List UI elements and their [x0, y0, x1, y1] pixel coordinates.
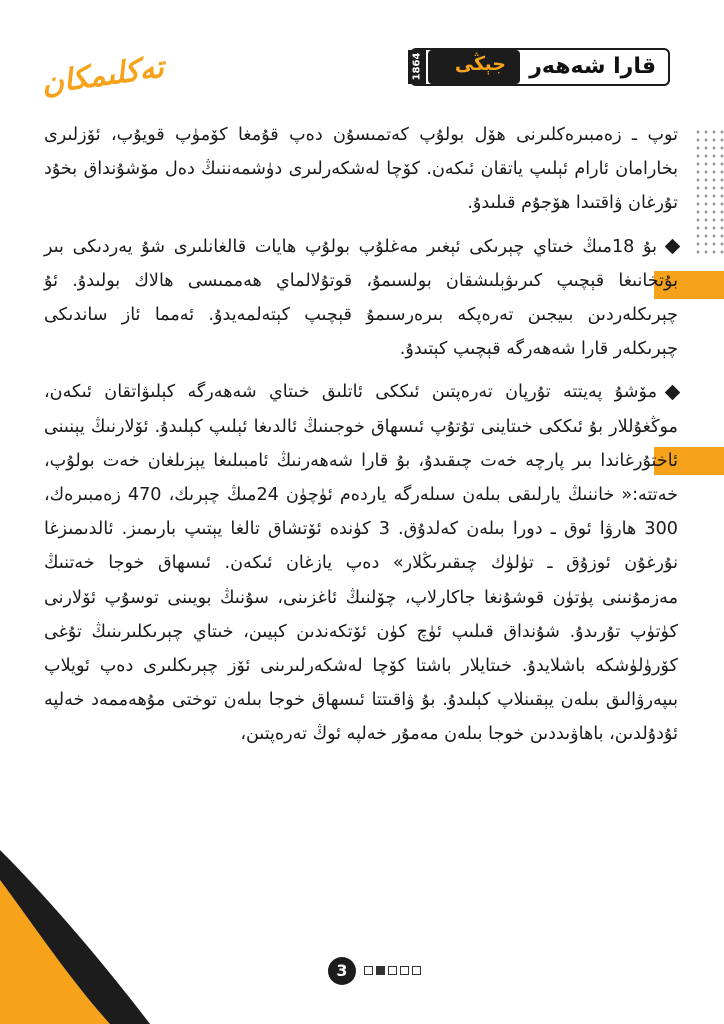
header-tag	[428, 50, 520, 84]
paragraph-text: توپ ـ زەمبىرەكلىرنى ھۆل بولۇپ كەتمىسۇن دەپ قۇمغا كۆمۈپ قويۇپ، ئۆزلىرى بخارامان ئارام ئېلىپ ياتقان ئىكەن. كۆچا لەشكەرلىرى دۈشمەننىڭ دەل مۆشۇنداق بخۇد تۇرغان ۋاقتىدا ھۆجۇم قىلىدۇ.	[44, 125, 678, 214]
paragraph	[44, 375, 678, 751]
logo-text: تەكلىمكان	[39, 49, 166, 102]
page-number: 3	[328, 957, 356, 985]
header-title: قارا شەھەر	[529, 54, 656, 79]
pager-box	[388, 966, 397, 975]
body-text	[44, 118, 678, 752]
paragraph	[44, 118, 678, 221]
pager-box	[400, 966, 409, 975]
page-indicator	[328, 957, 448, 987]
pager-box	[364, 966, 373, 975]
diamond-bullet-icon	[665, 239, 681, 255]
logo	[39, 49, 166, 124]
header-tag-label: جېڭى	[454, 53, 506, 75]
diamond-bullet-icon	[665, 385, 681, 401]
paragraph-text: بۇ 18مىڭ خىتاي چېرىكى ئېغىر مەغلۇپ بولۇپ ھايات قالغانلىرى شۇ يەردىكى بىر بۇتخانىغا قېچىپ كىرىۋېلىشقان بولسىمۇ، قوتۇلالماي ھەممىسى ھالاك بولىدۇ. ئۇ چېرىكلەردىن بىيجىن تەرەپكە بىرەرسىمۇ قېچىپ كېتەلمەيدۇ. ئەمما ئاز ساندىكى چېرىكلەر قارا شەھەرگە قېچىپ كېتىدۇ.	[44, 236, 678, 360]
dot-pattern	[694, 128, 724, 254]
paragraph-text: مۆشۇ پەيتتە تۇرپان تەرەپتىن ئىككى ئاتلىق خىتاي شەھەرگە كېلىۋاتقان ئىكەن، موڭغۇللار بۇ ئىككى خىتاينى تۇتۇپ ئىسھاق خوجىنىڭ ئالدىغا ئېلىپ كېلىدۇ. ئۆلارنىڭ يېنىنى ئاختۇرغاندا بىر پارچە خەت چىقىدۇ، بۇ قارا شەھەرنىڭ ئامبىلىغا يېزىلغان خەت بولۇپ، خەتتە:« خاننىڭ يارلىقى بىلەن سىلەرگە ياردەم ئۈچۈن 24مىڭ چېرىك، 470 زەمبىرەك، 300 ھارۋا ئوق ـ دورا بىلەن كەلدۇق. 3 كۈندە ئۆتشاق تالغا يېتىپ بارىمىز. ئالدىمىزغا نۇرغۇن ئوزۇق ـ تۈلۈك چىقىرىڭلار» دەپ يازغان ئىكەن. ئىسھاق خوجا خەتنىڭ مەزمۇنىنى پۈتۈن قوشۇنغا جاكارلاپ، چۆلنىڭ ئاغزىنى، سۇنىڭ بويىنى توسۇپ ئۆلارنى كۈتۈپ تۇرىدۇ. شۇنداق قىلىپ ئۈچ كۈن ئۆتكەندىن كېيىن، خىتاي چېرىكلىرىنىڭ تۇغى كۆرۈلۈشكە باشلايدۇ. خىتايلار باشتا كۆچا لەشكەرلىرىنى ئۆز چېرىكلىرى دەپ ئويلاپ بىپەرۋالىق بىلەن يېقىنلاپ كېلىدۇ. بۇ ۋاقىتتا ئىسھاق خوجا بىلەن توختى مۇھەممەد خەلپە ئۇدۇلدىن، باھاۋىددىن خوجا بىلەن مەمۇر خەلپە ئوڭ تەرەپتىن،	[44, 382, 678, 745]
pager-box-current	[376, 966, 385, 975]
header-year	[408, 50, 426, 84]
section-header	[408, 48, 670, 88]
paragraph	[44, 230, 678, 367]
header-year-label: 1864	[411, 52, 423, 81]
pager-box	[412, 966, 421, 975]
